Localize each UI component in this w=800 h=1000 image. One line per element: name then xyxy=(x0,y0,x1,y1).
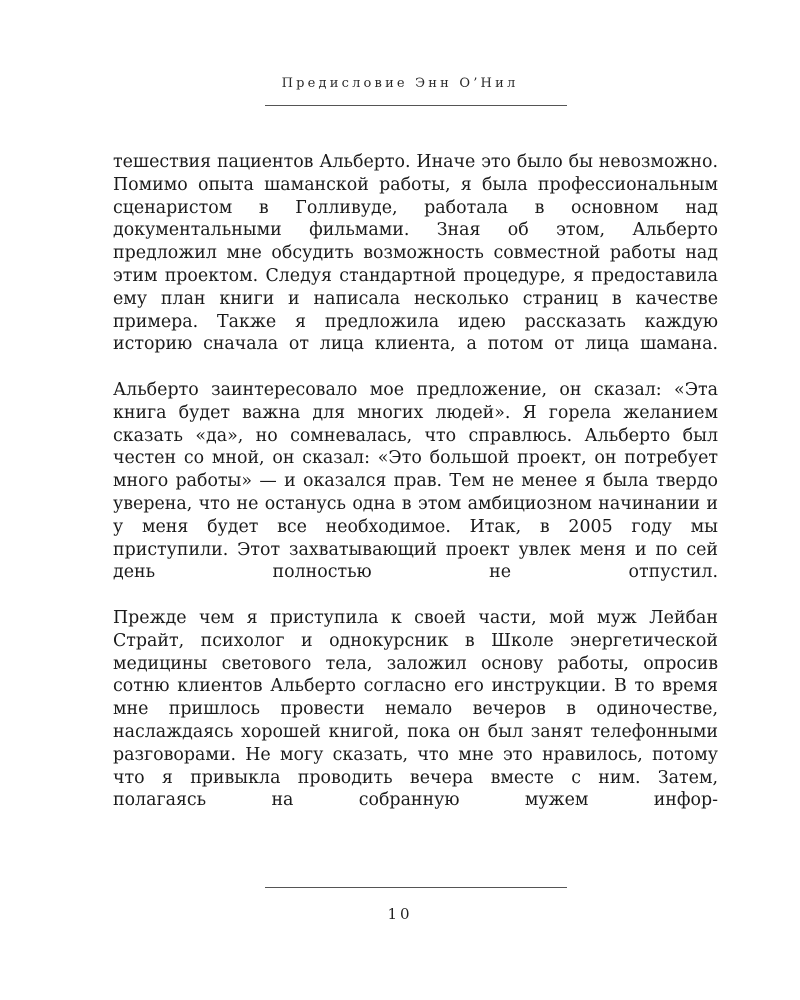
footer-rule xyxy=(265,887,567,888)
running-header: Предисловие Энн О’Нил xyxy=(281,76,519,91)
page-number: 10 xyxy=(387,905,413,923)
paragraph-1: тешествия пациентов Альберто. Иначе это было бы невозможно. Помимо опыта шаманской работы, я была профессиональным сценаристом в Голливуде, работала в основном над документальными фильмами. Зная об этом, Альберто предложил мне обсудить возможность совместной работы над этим проектом. Следуя стандартной процедуре, я предоставила ему план книги и написала несколько страниц в качестве примера. Также я предложила идею рассказать каждую историю сначала от лица клиента, а потом от лица шамана. xyxy=(113,152,718,355)
paragraph-2: Альберто заинтересовало мое предложение, он сказал: «Эта книга будет важна для многих людей». Я горела желанием сказать «да», но сомневалась, что справлюсь. Альберто был честен со мной, он сказал: «Это большой проект, он потребует много работы» — и оказался прав. Тем не менее я была твердо уверена, что не останусь одна в этом амбициозном начинании и у меня будет все необходимое. Итак, в 2005 году мы приступили. Этот захватывающий проект увлек меня и по сей день полностью не отпустил. xyxy=(113,379,718,583)
body-text xyxy=(113,151,718,835)
header-rule xyxy=(265,105,567,106)
paragraph-3: Прежде чем я приступила к своей части, мой муж Лейбан Страйт, психолог и однокурсник в Школе энергетической медицины светового тела, заложил основу работы, опросив сотню клиентов Альберто согласно его инструкции. В то время мне пришлось провести немало вечеров в одиночестве, наслаждаясь хорошей книгой, пока он был занят телефонными разговорами. Не могу сказать, что мне это нравилось, потому что я привыкла проводить вечера вместе с ним. Затем, полагаясь на собранную мужем инфор- xyxy=(113,607,718,811)
